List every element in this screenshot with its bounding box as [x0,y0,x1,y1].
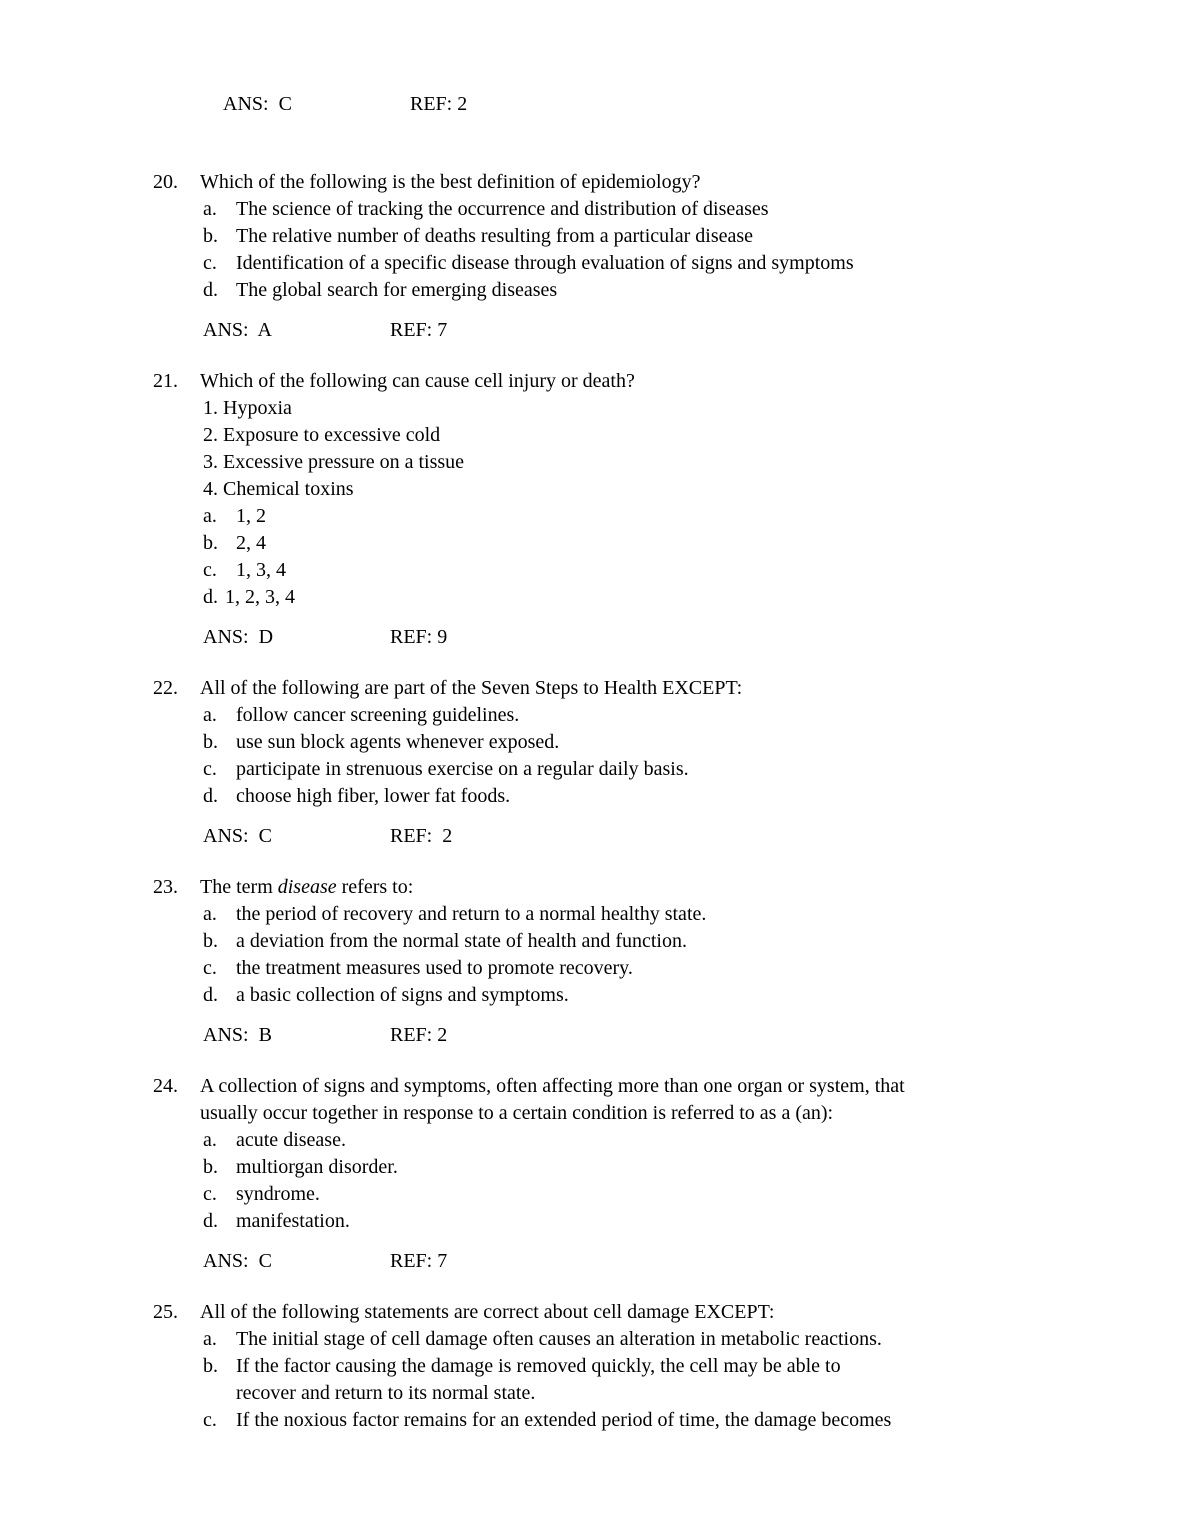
option-text [236,1407,1070,1434]
answer-option [203,756,1070,783]
question-stem-line [200,1073,1070,1100]
answer-option [203,901,1070,928]
option-text [236,1181,1070,1208]
question-block [153,368,1070,651]
answer-option [203,503,1070,530]
question-stem [200,1073,1070,1127]
option-letter: d. [203,279,218,301]
option-letter: b. [203,1355,218,1377]
question-list [0,169,1190,1434]
option-text [236,783,1070,810]
question-stem-line [200,1100,1070,1127]
option-text-line: follow cancer screening guidelines. [236,704,520,726]
question-stem-row [153,874,1070,901]
answer-text: ANS: C [203,825,272,847]
question-number: 25. [153,1301,178,1323]
answer-text: ANS: B [203,1024,272,1046]
option-text-line: use sun block agents whenever exposed. [236,731,560,753]
option-text-line: 2, 4 [236,532,266,554]
answer-text: ANS: D [203,626,274,648]
answer-option [203,1353,1070,1407]
question-stem-line [200,169,1070,196]
question-stem-line [200,675,1070,702]
option-letter: a. [203,903,217,925]
question-number: 21. [153,370,178,392]
option-text [236,196,1070,223]
option-text [236,530,1070,557]
option-letter: b. [203,225,218,247]
answer-option [203,530,1070,557]
option-text [236,1127,1070,1154]
option-text-line: the period of recovery and return to a normal healthy state. [236,903,707,925]
question-stem [200,368,1070,395]
stem-segment: Which of the following can cause cell injury or death? [200,370,635,392]
option-text-line: The initial stage of cell damage often causes an alteration in metabolic reactions. [236,1328,882,1350]
option-text-line: Identification of a specific disease through evaluation of signs and symptoms [236,252,854,274]
question-stem [200,1299,1070,1326]
ref-text: REF: 9 [390,626,448,648]
question-block [153,1299,1070,1434]
option-text [236,1326,1070,1353]
numbered-list-item: 3. Excessive pressure on a tissue [203,451,465,473]
answer-text: ANS: C [203,1250,272,1272]
answer-option [203,1181,1070,1208]
answer-option [203,729,1070,756]
answer-option [203,702,1070,729]
ref-text: REF: 2 [390,825,453,847]
question-stem-row [153,169,1070,196]
option-text-line: If the noxious factor remains for an extended period of time, the damage becomes [236,1409,892,1431]
answer-option [203,955,1070,982]
answer-option [203,584,1070,611]
option-letter: c. [203,1409,217,1431]
question-number: 23. [153,876,178,898]
option-letter: b. [203,731,218,753]
option-text [225,584,1070,611]
answer-option [203,277,1070,304]
numbered-list-item: 2. Exposure to excessive cold [203,424,441,446]
option-letter: c. [203,252,217,274]
answer-option [203,928,1070,955]
question-block [153,169,1070,344]
question-stem-row [153,1073,1070,1127]
stem-segment: refers to: [336,876,414,898]
answer-option [203,250,1070,277]
option-letter: a. [203,1328,217,1350]
option-text [236,1208,1070,1235]
answer-line [203,1022,1070,1049]
ref-text: REF: 2 [390,1024,448,1046]
option-text-line: multiorgan disorder. [236,1156,398,1178]
answer-line [203,317,1070,344]
option-text-line: manifestation. [236,1210,350,1232]
stem-segment: All of the following statements are correct about cell damage EXCEPT: [200,1301,775,1323]
option-text-line: The global search for emerging diseases [236,279,558,301]
option-text [236,756,1070,783]
answer-option [203,1154,1070,1181]
option-letter: d. [203,586,218,608]
question-stem-row [153,1299,1070,1326]
answer-text: ANS: A [203,319,272,341]
question-number: 24. [153,1075,178,1097]
option-text [236,1154,1070,1181]
answer-option [203,1326,1070,1353]
stem-segment: The term [200,876,278,898]
ref-text: REF: 7 [390,319,448,341]
question-block [153,1073,1070,1275]
option-letter: c. [203,957,217,979]
option-text-line: If the factor causing the damage is removed quickly, the cell may be able to [236,1355,841,1377]
answer-option [203,1127,1070,1154]
option-letter: d. [203,984,218,1006]
option-text [236,1353,1070,1407]
answer-option [203,982,1070,1009]
answer-line [203,823,1070,850]
question-stem [200,874,1070,901]
question-stem-line [200,874,1070,901]
option-text-line: acute disease. [236,1129,346,1151]
option-text-line: choose high fiber, lower fat foods. [236,785,511,807]
option-letter: a. [203,198,217,220]
stem-segment: usually occur together in response to a certain condition is referred to as a (an): [200,1102,834,1124]
question-stem-row [153,675,1070,702]
answer-line [203,64,1190,145]
option-text [236,729,1070,756]
question-stem [200,675,1070,702]
answer-text: ANS: C [223,93,292,115]
answer-option [203,223,1070,250]
option-letter: b. [203,532,218,554]
option-text [236,702,1070,729]
answer-option [203,783,1070,810]
ref-text: REF: 7 [390,1250,448,1272]
option-letter: d. [203,1210,218,1232]
option-letter: a. [203,505,217,527]
question-number: 22. [153,677,178,699]
ref-text: REF: 2 [410,93,468,115]
question-stem-line [200,368,1070,395]
option-text-line: 1, 2 [236,505,266,527]
answer-option [203,196,1070,223]
option-text-line: 1, 2, 3, 4 [225,586,295,608]
option-text-line: a basic collection of signs and symptoms. [236,984,569,1006]
option-letter: c. [203,559,217,581]
question-stem-row [153,368,1070,395]
question-stem-line [200,1299,1070,1326]
question-stem [200,169,1070,196]
stem-segment: All of the following are part of the Seven Steps to Health EXCEPT: [200,677,743,699]
option-text [236,277,1070,304]
answer-option [203,1407,1070,1434]
option-text [236,928,1070,955]
question-block [153,675,1070,850]
answer-line [203,1248,1070,1275]
option-letter: c. [203,758,217,780]
option-text-line: syndrome. [236,1183,320,1205]
option-letter: a. [203,704,217,726]
option-letter: d. [203,785,218,807]
numbered-list-item: 4. Chemical toxins [203,478,354,500]
option-text [236,250,1070,277]
option-text-line: recover and return to its normal state. [236,1382,536,1404]
numbered-list-item: 1. Hypoxia [203,397,292,419]
option-text-line: The relative number of deaths resulting from a particular disease [236,225,754,247]
option-letter: a. [203,1129,217,1151]
option-letter: b. [203,930,218,952]
stem-segment: A collection of signs and symptoms, often affecting more than one organ or system, that [200,1075,905,1097]
stem-segment: disease [277,876,337,898]
option-text [236,557,1070,584]
stem-segment: Which of the following is the best definition of epidemiology? [200,171,701,193]
option-text [236,223,1070,250]
option-text-line: a deviation from the normal state of health and function. [236,930,687,952]
option-text-line: The science of tracking the occurrence and distribution of diseases [236,198,769,220]
answer-option [203,557,1070,584]
answer-option [203,1208,1070,1235]
option-letter: c. [203,1183,217,1205]
option-letter: b. [203,1156,218,1178]
option-text-line: participate in strenuous exercise on a regular daily basis. [236,758,689,780]
option-text [236,503,1070,530]
option-text [236,982,1070,1009]
option-text [236,901,1070,928]
option-text-line: the treatment measures used to promote recovery. [236,957,633,979]
option-text [236,955,1070,982]
option-text-line: 1, 3, 4 [236,559,286,581]
answer-line [203,624,1070,651]
question-block [153,874,1070,1049]
question-number: 20. [153,171,178,193]
